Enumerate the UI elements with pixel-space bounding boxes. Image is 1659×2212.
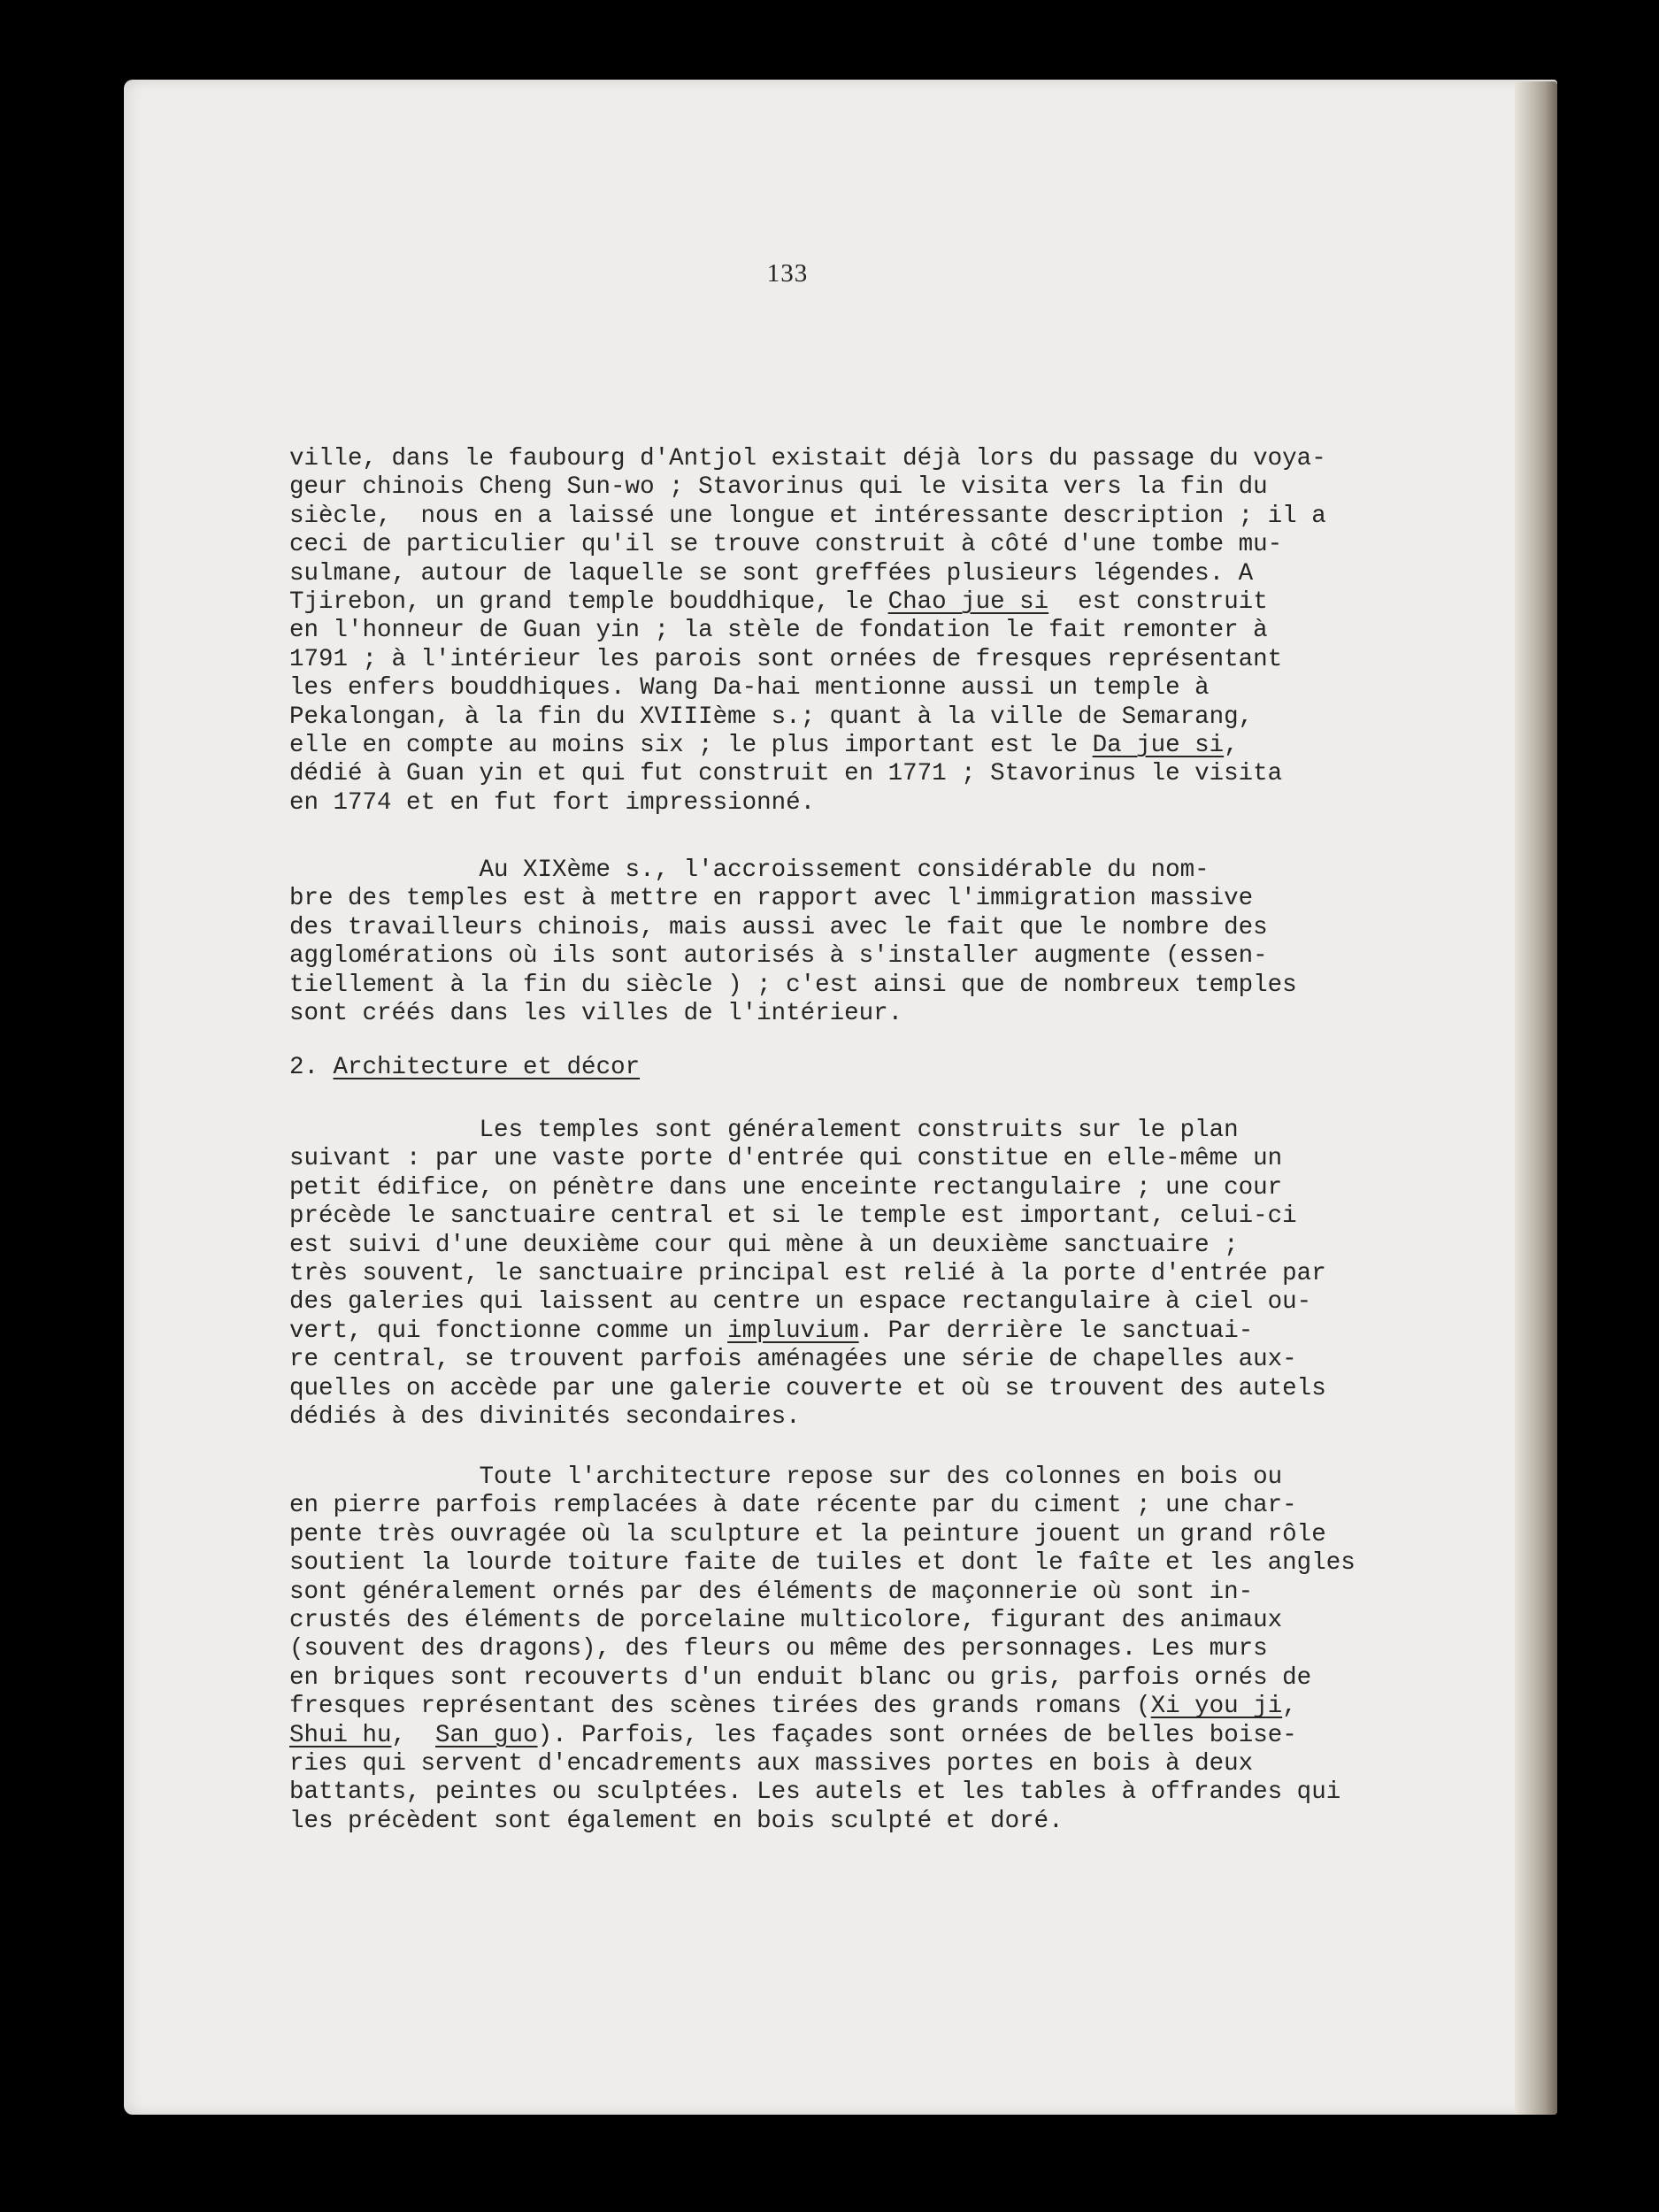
text-line: [289, 703, 1351, 732]
text-segment: geur chinois Cheng Sun-wo ; Stavorinus qui le visita vers la fin du: [289, 473, 1268, 502]
text-segment: les enfers bouddhiques. Wang Da-hai mentionne aussi un temple à: [289, 674, 1210, 703]
text-segment: dédié à Guan yin et qui fut construit en 1771 ; Stavorinus le visita: [289, 760, 1283, 788]
text-segment: fresques représentant des scènes tirées des grands romans (: [289, 1693, 1151, 1721]
text-line: [289, 473, 1351, 502]
text-line: [289, 1607, 1351, 1635]
text-line: [289, 789, 1351, 818]
text-line: [289, 1463, 1351, 1492]
text-segment: ville, dans le faubourg d'Antjol existait déjà lors du passage du voya-: [289, 445, 1326, 472]
text-segment: très souvent, le sanctuaire principal est relié à la porte d'entrée par: [289, 1260, 1326, 1288]
text-segment: dédiés à des divinités secondaires.: [289, 1403, 801, 1432]
text-line: [289, 503, 1351, 531]
text-line: [289, 1317, 1351, 1346]
text-segment: crustés des éléments de porcelaine multicolore, figurant des animaux: [289, 1607, 1283, 1635]
text-line: [289, 1808, 1351, 1836]
text-line: [289, 1578, 1351, 1607]
text-segment: ceci de particulier qu'il se trouve construit à côté d'une tombe mu-: [289, 531, 1283, 559]
text-segment: (souvent des dragons), des fleurs ou même des personnages. Les murs: [289, 1635, 1268, 1663]
paragraph-temples-java: [289, 445, 1351, 818]
text-segment: siècle, nous en a laissé une longue et intéressante description ; il a: [289, 502, 1326, 530]
text-line: [289, 1145, 1351, 1173]
text-segment: Au XIXème s., l'accroissement considérable du nom-: [289, 856, 1210, 884]
text-segment: est suivi d'une deuxième cour qui mène à un deuxième sanctuaire ;: [289, 1231, 1239, 1259]
text-line: [289, 885, 1351, 913]
text-line: [289, 1693, 1351, 1721]
text-segment: Pekalongan, à la fin du XVIIIème s.; quant à la ville de Semarang,: [289, 703, 1254, 731]
text-segment: en l'honneur de Guan yin ; la stèle de fondation le fait remonter à: [289, 617, 1268, 645]
text-segment: agglomérations où ils sont autorisés à s'installer augmente (essen-: [289, 942, 1268, 971]
underlined-term: Architecture et décor: [333, 1054, 641, 1081]
text-segment: précède le sanctuaire central et si le temple est important, celui-ci: [289, 1202, 1297, 1231]
text-line: [289, 1722, 1351, 1750]
text-line: [289, 1635, 1351, 1663]
text-segment: Tjirebon, un grand temple bouddhique, le: [289, 588, 888, 617]
text-line: [289, 1260, 1351, 1288]
text-segment: pente très ouvragée où la sculpture et la peinture jouent un grand rôle: [289, 1520, 1326, 1548]
text-segment: vert, qui fonctionne comme un: [289, 1317, 728, 1345]
text-line: [289, 1174, 1351, 1202]
underlined-term: Xi you ji: [1150, 1693, 1283, 1721]
text-line: [289, 1232, 1351, 1260]
text-line: [289, 1549, 1356, 1578]
text-line: [289, 972, 1351, 1000]
text-segment: petit édifice, on pénètre dans une enceinte rectangulaire ; une cour: [289, 1173, 1283, 1202]
underlined-term: Shui hu: [289, 1721, 392, 1749]
text-segment: les précèdent sont également en bois sculpté et doré.: [289, 1807, 1064, 1835]
text-segment: elle en compte au moins six ; le plus important est le: [289, 732, 1093, 760]
text-line: [289, 1778, 1351, 1807]
text-segment: soutient la lourde toiture faite de tuiles et dont le faîte et les angles: [289, 1549, 1356, 1578]
text-segment: en briques sont recouverts d'un enduit blanc ou gris, parfois ornés de: [289, 1663, 1312, 1692]
paragraph-architecture-details: [289, 1463, 1356, 1836]
underlined-term: Chao jue si: [887, 588, 1049, 617]
text-line: [289, 732, 1351, 760]
text-line: [289, 646, 1351, 674]
text-segment: ,: [391, 1721, 436, 1749]
text-line: [289, 531, 1351, 559]
text-line: [289, 760, 1351, 788]
text-segment: ries qui servent d'encadrements aux massives portes en bois à deux: [289, 1750, 1254, 1778]
text-segment: sulmane, autour de laquelle se sont greffées plusieurs légendes. A: [289, 559, 1254, 588]
text-segment: ,: [1282, 1693, 1297, 1721]
text-segment: des travailleurs chinois, mais aussi avec le fait que le nombre des: [289, 913, 1268, 941]
text-line: [289, 1664, 1351, 1693]
text-line: [289, 1375, 1351, 1403]
text-line: [289, 914, 1351, 942]
text-segment: 1791 ; à l'intérieur les parois sont ornées de fresques représentant: [289, 645, 1283, 673]
paragraph-nineteenth-century: [289, 856, 1351, 1028]
text-line: [289, 856, 1351, 885]
text-segment: . Par derrière le sanctuai-: [858, 1317, 1254, 1345]
text-segment: sont généralement ornés par des éléments de maçonnerie où sont in-: [289, 1578, 1254, 1606]
text-segment: suivant : par une vaste porte d'entrée qui constitue en elle-même un: [289, 1145, 1283, 1173]
paragraph-temple-plan: [289, 1117, 1351, 1432]
text-segment: sont créés dans les villes de l'intérieur.: [289, 1000, 903, 1028]
text-line: [289, 942, 1351, 971]
text-segment: ). Parfois, les façades sont ornées de belles boise-: [537, 1721, 1297, 1749]
text-line: [289, 445, 1351, 473]
text-segment: Toute l'architecture repose sur des colonnes en bois ou: [289, 1463, 1283, 1491]
text-line: [289, 674, 1351, 703]
text-line: [289, 1521, 1351, 1549]
text-line: [289, 1202, 1351, 1231]
text-line: [289, 1288, 1351, 1317]
text-line: [289, 1117, 1351, 1145]
text-line: [289, 1403, 1351, 1432]
page-stack-edge: [1515, 81, 1557, 2115]
underlined-term: Da jue si: [1092, 732, 1225, 760]
text-segment: bre des temples est à mettre en rapport avec l'immigration massive: [289, 885, 1254, 913]
text-segment: 2.: [289, 1054, 334, 1081]
text-line: [289, 560, 1351, 588]
text-segment: en 1774 et en fut fort impressionné.: [289, 788, 816, 817]
underlined-term: impluvium: [727, 1317, 859, 1345]
page-number: 133: [766, 259, 809, 288]
text-segment: des galeries qui laissent au centre un espace rectangulaire à ciel ou-: [289, 1288, 1312, 1317]
text-line: [289, 588, 1351, 617]
text-segment: est construit: [1048, 588, 1268, 617]
underlined-term: San guo: [435, 1721, 538, 1749]
text-segment: en pierre parfois remplacées à date récente par du ciment ; une char-: [289, 1492, 1297, 1520]
text-line: [289, 1000, 1351, 1028]
text-segment: ,: [1224, 732, 1239, 760]
text-segment: re central, se trouvent parfois aménagées une série de chapelles aux-: [289, 1346, 1297, 1374]
text-segment: battants, peintes ou sculptées. Les autels et les tables à offrandes qui: [289, 1778, 1341, 1807]
text-segment: tiellement à la fin du siècle ) ; c'est ainsi que de nombreux temples: [289, 971, 1297, 999]
text-line: [289, 1750, 1351, 1778]
text-line: [289, 1346, 1351, 1374]
text-segment: quelles on accède par une galerie couverte et où se trouvent des autels: [289, 1374, 1326, 1402]
text-line: [289, 1492, 1351, 1520]
text-line: [289, 1054, 1351, 1082]
text-line: [289, 617, 1351, 645]
section-heading-architecture: [289, 1054, 1351, 1082]
text-segment: Les temples sont généralement construits sur le plan: [289, 1117, 1239, 1144]
